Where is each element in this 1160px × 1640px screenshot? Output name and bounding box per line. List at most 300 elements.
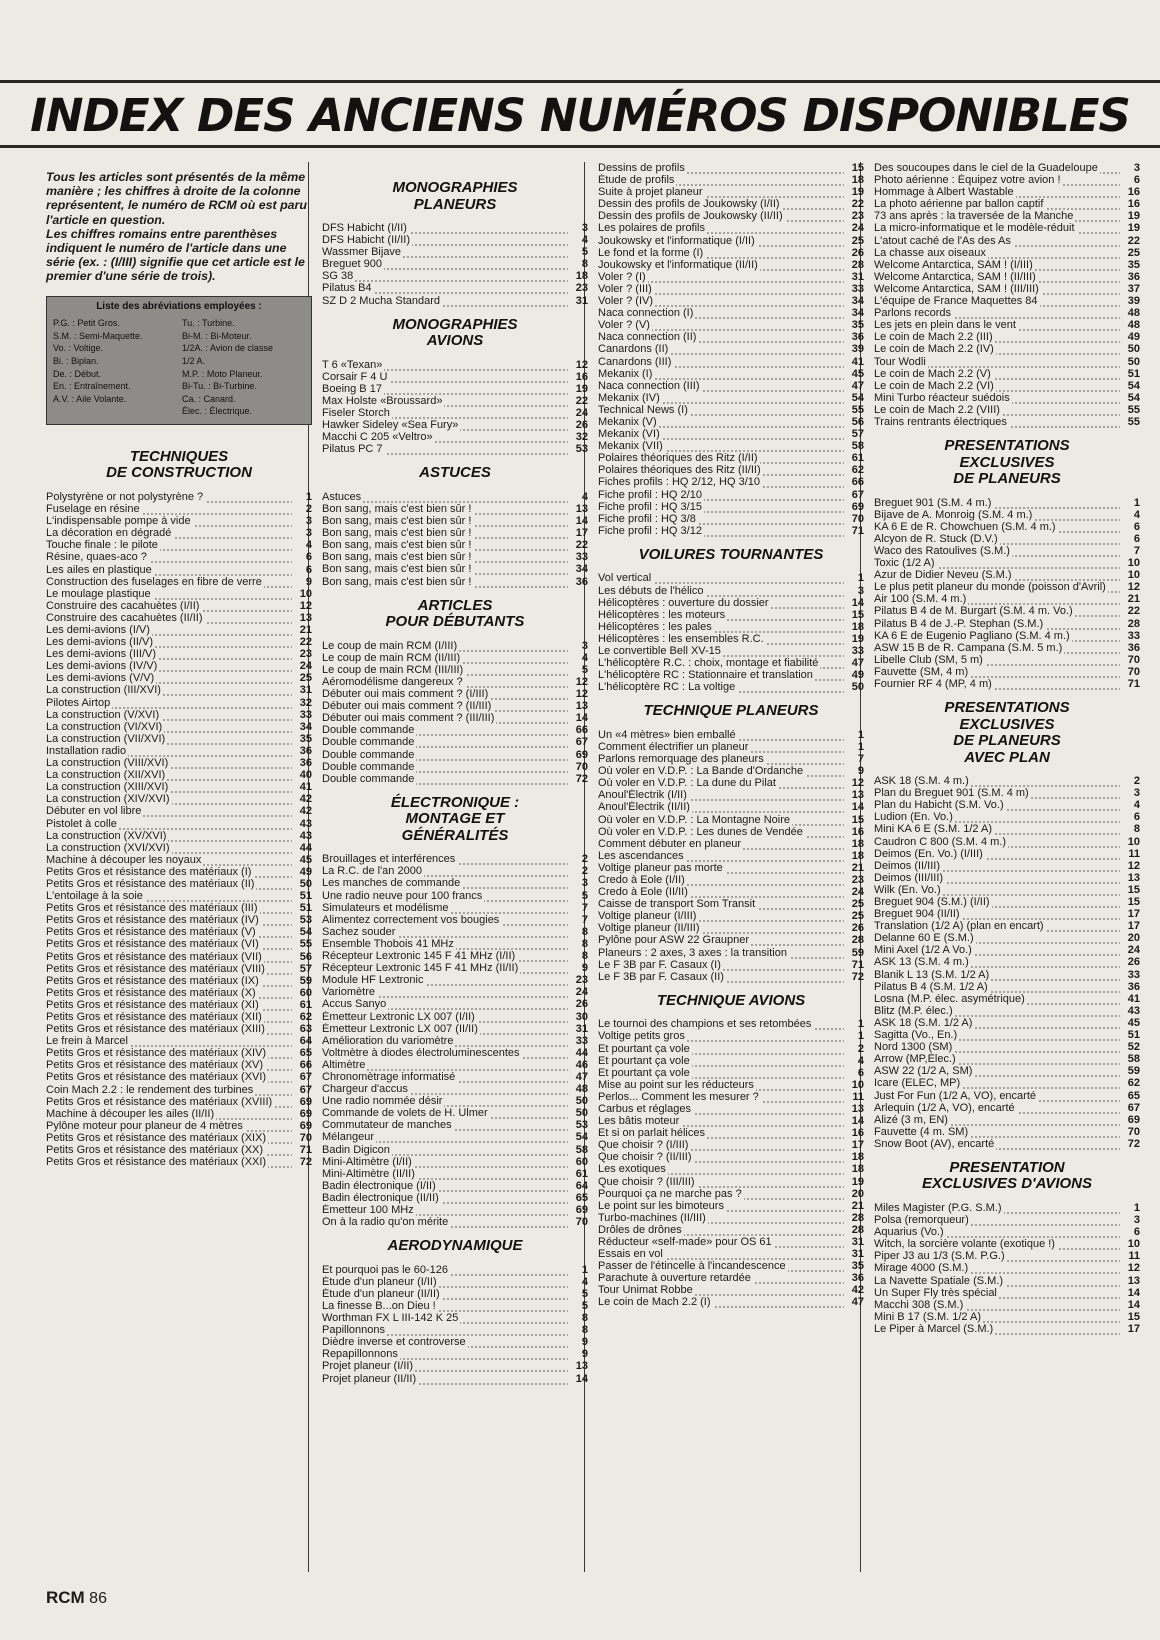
entry-title: Anoul'Électrik (II/II)	[598, 801, 690, 814]
entry-issue-number: 43	[299, 817, 312, 830]
entry-title: Petits Gros et résistance des matériaux (XXI)	[46, 1156, 267, 1169]
index-entry	[874, 618, 1140, 630]
entry-title: Les ascendances	[598, 849, 684, 862]
entry-title: Joukowsky et l'informatique (I/II)	[598, 234, 755, 247]
index-entry	[46, 1132, 312, 1144]
index-entry	[46, 902, 312, 914]
entry-title: Badin électronique (II/II)	[322, 1191, 439, 1204]
entry-title: Badin Digicon	[322, 1143, 390, 1156]
index-entry	[322, 515, 588, 527]
entry-title: Anoul'Électrik (I/II)	[598, 789, 687, 802]
entry-issue-number: 71	[851, 524, 864, 537]
entry-title: Voltige planeur (I/III)	[598, 910, 697, 923]
entry-issue-number: 35	[1127, 258, 1140, 271]
index-entry	[322, 1083, 588, 1095]
entry-title: Bon sang, mais c'est bien sûr !	[322, 575, 472, 588]
entry-title: Breguet 900	[322, 258, 382, 271]
column-sections	[874, 162, 1140, 1335]
entry-issue-number: 18	[851, 837, 864, 850]
entry-title: Le coup de main RCM (III/III)	[322, 663, 464, 676]
entry-title: Mekanix (V)	[598, 415, 657, 428]
index-entry	[598, 1115, 864, 1127]
abbreviation-item: De. : Début.	[53, 368, 102, 379]
entry-title: Suite à projet planeur	[598, 186, 703, 199]
entry-issue-number: 7	[1133, 544, 1140, 557]
index-list	[322, 640, 588, 785]
index-entry	[874, 295, 1140, 307]
index-entry	[598, 476, 864, 488]
section-heading	[874, 700, 1140, 766]
index-entry	[874, 271, 1140, 283]
abbreviation-item: Ca. : Canard.	[182, 393, 236, 404]
index-entry	[874, 198, 1140, 210]
entry-title: Blanik L 13 (S.M. 1/2 A)	[874, 968, 990, 981]
entry-title: Petits Gros et résistance des matériaux (VIII)	[46, 962, 265, 975]
entry-issue-number: 66	[851, 476, 864, 489]
entry-title: Construire des cacahuètes (II/II)	[46, 611, 203, 624]
index-entry	[46, 1071, 312, 1083]
entry-issue-number: 67	[851, 488, 864, 501]
entry-issue-number: 2	[1133, 775, 1140, 788]
entry-issue-number: 10	[1127, 569, 1140, 582]
index-entry	[46, 576, 312, 588]
entry-issue-number: 13	[575, 1360, 588, 1373]
entry-title: Variomètre	[322, 986, 375, 999]
index-entry	[874, 380, 1140, 392]
index-entry	[322, 853, 588, 865]
entry-title: Snow Boot (AV), encarté	[874, 1137, 995, 1150]
section-heading-line: MONOGRAPHIES	[392, 315, 518, 333]
entry-issue-number: 8	[581, 1312, 588, 1325]
entry-issue-number: 55	[1127, 403, 1140, 416]
entry-title: Boeing B 17	[322, 382, 382, 395]
index-entry	[598, 392, 864, 404]
entry-issue-number: 7	[857, 753, 864, 766]
entry-issue-number: 21	[851, 861, 864, 874]
index-entry	[46, 1023, 312, 1035]
index-entry	[46, 672, 312, 684]
entry-title: Ludion (En. Vo.)	[874, 811, 953, 824]
entry-title: Mekanix (VI)	[598, 428, 660, 441]
index-entry	[322, 539, 588, 551]
entry-issue-number: 33	[575, 551, 588, 564]
entry-title: Fiche profil : HQ 2/10	[598, 488, 702, 501]
entry-title: La construction (XIII/XVI)	[46, 781, 169, 794]
entry-issue-number: 28	[851, 1223, 864, 1236]
entry-issue-number: 45	[851, 367, 864, 380]
index-entry	[598, 307, 864, 319]
entry-title: Canardons (II)	[598, 343, 669, 356]
index-entry	[322, 1276, 588, 1288]
entry-title: Module HF Lextronic	[322, 974, 424, 987]
entry-title: La Navette Spatiale (S.M.)	[874, 1274, 1004, 1287]
index-entry	[874, 1287, 1140, 1299]
index-entry	[46, 551, 312, 563]
entry-title: Débuter en vol libre	[46, 805, 142, 818]
section-heading	[322, 465, 588, 482]
entry-issue-number: 22	[1127, 234, 1140, 247]
entry-title: Construction des fuselages en fibre de verre	[46, 575, 262, 588]
entry-issue-number: 59	[299, 974, 312, 987]
entry-title: Arlequin (1/2 A, VO), encarté	[874, 1101, 1015, 1114]
entry-issue-number: 19	[851, 186, 864, 199]
index-entry	[874, 368, 1140, 380]
entry-issue-number: 28	[851, 934, 864, 947]
index-entry	[598, 874, 864, 886]
entry-title: L'hélicoptère RC : La voltige	[598, 681, 736, 694]
entry-issue-number: 12	[1127, 1262, 1140, 1275]
entry-title: Fiche profil : HQ 3/8	[598, 512, 696, 525]
index-entry	[322, 974, 588, 986]
entry-issue-number: 4	[581, 651, 588, 664]
index-entry	[598, 428, 864, 440]
section-heading-line: ASTUCES	[419, 464, 491, 482]
intro-paragraph: Les chiffres romains entre parenthèses indiquent le numéro de l'article dans une série (ex. : (I/III) signifie que cet article est le premier d'une série de trois).	[46, 226, 305, 284]
entry-issue-number: 24	[575, 986, 588, 999]
entry-issue-number: 36	[851, 1272, 864, 1285]
entry-issue-number: 58	[1127, 1053, 1140, 1066]
index-entry	[322, 700, 588, 712]
index-list	[874, 1202, 1140, 1335]
index-entry	[322, 1288, 588, 1300]
entry-issue-number: 11	[1128, 1250, 1140, 1263]
entry-issue-number: 34	[851, 307, 864, 320]
entry-title: Petits Gros et résistance des matériaux (XX)	[46, 1144, 264, 1157]
entry-issue-number: 2	[305, 503, 312, 516]
index-entry	[598, 729, 864, 741]
entry-issue-number: 19	[851, 632, 864, 645]
section-heading	[598, 547, 864, 564]
entry-title: La construction (VII/XVI)	[46, 732, 166, 745]
entry-issue-number: 5	[581, 246, 588, 259]
entry-title: Ensemble Thobois 41 MHz	[322, 937, 454, 950]
entry-issue-number: 50	[575, 1095, 588, 1108]
entry-issue-number: 36	[575, 575, 588, 588]
entry-issue-number: 55	[1127, 415, 1140, 428]
index-entry	[598, 198, 864, 210]
entry-issue-number: 17	[575, 527, 588, 540]
entry-issue-number: 17	[1127, 920, 1140, 933]
index-entry	[322, 865, 588, 877]
entry-issue-number: 26	[851, 246, 864, 259]
entry-title: L'entoilage à la soie	[46, 890, 143, 903]
index-entry	[46, 1047, 312, 1059]
index-entry	[874, 569, 1140, 581]
entry-issue-number: 9	[857, 765, 864, 778]
entry-issue-number: 19	[851, 1175, 864, 1188]
index-entry	[46, 684, 312, 696]
entry-title: L'équipe de France Maquettes 84	[874, 295, 1038, 308]
index-entry	[322, 1348, 588, 1360]
entry-title: Petits Gros et résistance des matériaux (XV)	[46, 1059, 264, 1072]
entry-issue-number: 33	[575, 1034, 588, 1047]
entry-issue-number: 50	[851, 681, 864, 694]
entry-issue-number: 70	[575, 760, 588, 773]
entry-issue-number: 14	[575, 1372, 588, 1385]
index-entry	[46, 830, 312, 842]
entry-issue-number: 8	[1133, 823, 1140, 836]
index-entry	[598, 331, 864, 343]
entry-title: La construction (XVI/XVI)	[46, 841, 170, 854]
abbreviation-item: Bi-Tu. : Bi-Turbine.	[182, 381, 257, 392]
entry-issue-number: 18	[575, 270, 588, 283]
entry-title: Altimètre	[322, 1058, 366, 1071]
entry-title: Corsair F 4 U	[322, 370, 388, 383]
entry-title: Fiseler Storch	[322, 407, 390, 420]
index-entry	[46, 1084, 312, 1096]
index-entry	[598, 356, 864, 368]
entry-issue-number: 34	[851, 295, 864, 308]
entry-title: Astuces	[322, 490, 362, 503]
index-entry	[322, 395, 588, 407]
entry-title: La construction (XIV/XVI)	[46, 793, 170, 806]
index-entry	[598, 669, 864, 681]
index-entry	[874, 1226, 1140, 1238]
index-entry	[598, 1151, 864, 1163]
entry-title: Bon sang, mais c'est bien sûr !	[322, 503, 472, 515]
entry-title: Mini B 17 (S.M. 1/2 A)	[874, 1310, 981, 1323]
entry-title: Deimos (III/III)	[874, 871, 944, 884]
entry-issue-number: 71	[851, 958, 864, 971]
entry-title: Polaires théoriques des Ritz (I/II)	[598, 452, 758, 465]
entry-title: Pistolet à colle	[46, 817, 117, 830]
entry-issue-number: 9	[581, 962, 588, 975]
abbreviation-item: 1/2 A.	[182, 356, 206, 366]
entry-issue-number: 28	[851, 1211, 864, 1224]
entry-issue-number: 14	[1127, 1286, 1140, 1299]
entry-issue-number: 21	[299, 624, 312, 636]
entry-issue-number: 8	[581, 258, 588, 271]
entry-title: Le coin de Mach 2.2 (VI)	[874, 379, 994, 392]
entry-title: SZ D 2 Mucha Standard	[322, 294, 441, 307]
entry-title: La construction (III/XVI)	[46, 684, 161, 697]
index-entry	[322, 938, 588, 950]
entry-title: Welcome Antarctica, SAM ! (III/III)	[874, 282, 1039, 295]
section-heading	[322, 180, 588, 213]
entry-issue-number: 36	[1127, 641, 1140, 654]
entry-title: Petits Gros et résistance des matériaux (VI)	[46, 938, 259, 951]
entry-issue-number: 39	[1127, 295, 1140, 308]
entry-title: Max Holste «Broussard»	[322, 394, 443, 407]
entry-issue-number: 60	[575, 1155, 588, 1168]
entry-issue-number: 36	[299, 757, 312, 770]
entry-issue-number: 1	[857, 728, 864, 741]
index-entry	[598, 440, 864, 452]
index-entry	[322, 222, 588, 234]
entry-title: Azur de Didier Neveu (S.M.)	[874, 569, 1012, 582]
entry-title: Les demi-avions (II/V)	[46, 636, 153, 649]
entry-title: Débuter oui mais comment ? (III/III)	[322, 712, 495, 725]
entry-title: On à la radio qu'on mérite	[322, 1216, 449, 1229]
entry-title: Que choisir ? (I/III)	[598, 1139, 689, 1152]
entry-title: Bon sang, mais c'est bien sûr !	[322, 551, 472, 564]
index-entry	[874, 593, 1140, 605]
entry-issue-number: 47	[851, 1296, 864, 1309]
entry-title: Comment débuter en planeur	[598, 837, 742, 850]
index-entry	[322, 676, 588, 688]
index-entry	[46, 866, 312, 878]
entry-title: Macchi C 205 «Veltro»	[322, 431, 433, 444]
entry-title: Amélioration du variomètre	[322, 1034, 454, 1047]
section-heading	[598, 993, 864, 1010]
entry-issue-number: 9	[305, 575, 312, 588]
entry-issue-number: 3	[581, 222, 588, 234]
index-entry	[322, 998, 588, 1010]
entry-title: Bon sang, mais c'est bien sûr !	[322, 563, 472, 576]
entry-title: Libelle Club (SM, 5 m)	[874, 653, 983, 666]
index-entry	[598, 343, 864, 355]
entry-issue-number: 31	[575, 1022, 588, 1035]
index-entry	[46, 527, 312, 539]
entry-issue-number: 17	[1127, 908, 1140, 921]
index-entry	[874, 799, 1140, 811]
entry-title: Toxic (1/2 A)	[874, 557, 935, 570]
entry-issue-number: 15	[1127, 883, 1140, 896]
entry-title: Les demi-avions (III/V)	[46, 648, 157, 661]
index-entry	[874, 1202, 1140, 1214]
entry-issue-number: 26	[851, 922, 864, 935]
entry-issue-number: 2	[581, 853, 588, 866]
entry-issue-number: 3	[581, 639, 588, 652]
entry-title: Voltige petits gros	[598, 1030, 685, 1043]
entry-issue-number: 31	[575, 294, 588, 307]
entry-issue-number: 22	[851, 198, 864, 211]
index-entry	[322, 902, 588, 914]
entry-issue-number: 39	[851, 343, 864, 356]
index-entry	[874, 848, 1140, 860]
entry-issue-number: 35	[851, 1260, 864, 1273]
index-entry	[322, 563, 588, 575]
index-entry	[874, 1114, 1140, 1126]
index-list	[874, 497, 1140, 691]
index-entry	[322, 1107, 588, 1119]
index-entry	[322, 1119, 588, 1131]
entry-title: Pilotes Airtop	[46, 696, 111, 709]
index-entry	[46, 648, 312, 660]
entry-title: Machine à découper les ailes (II/II)	[46, 1107, 215, 1120]
index-entry	[46, 878, 312, 890]
index-entry	[46, 1011, 312, 1023]
entry-title: Petits Gros et résistance des matériaux (II)	[46, 877, 255, 890]
entry-title: Trains rentrants électriques	[874, 415, 1007, 428]
index-list	[598, 729, 864, 983]
index-entry	[598, 597, 864, 609]
entry-issue-number: 12	[1127, 859, 1140, 872]
entry-issue-number: 48	[1127, 319, 1140, 332]
entry-title: Pilatus B 4 de M. Burgart (S.M. 4 m. Vo.)	[874, 605, 1073, 618]
entry-issue-number: 19	[1127, 222, 1140, 235]
entry-title: Débuter oui mais comment ? (II/III)	[322, 700, 492, 713]
index-entry	[46, 793, 312, 805]
index-entry	[598, 259, 864, 271]
index-entry	[874, 509, 1140, 521]
entry-title: Technical News (I)	[598, 403, 688, 416]
index-entry	[598, 235, 864, 247]
entry-title: Wassmer Bijave	[322, 246, 402, 259]
index-entry	[322, 1011, 588, 1023]
entry-issue-number: 54	[299, 926, 312, 939]
entry-title: ASK 18 (S.M. 1/2 A)	[874, 1016, 973, 1029]
entry-issue-number: 21	[1127, 593, 1140, 606]
entry-issue-number: 33	[1127, 629, 1140, 642]
index-entry	[46, 818, 312, 830]
entry-title: La chasse aux oiseaux	[874, 246, 986, 259]
index-entry	[46, 1096, 312, 1108]
entry-title: La micro-informatique et le modèle-réduit	[874, 222, 1075, 235]
index-entry	[598, 934, 864, 946]
entry-title: Où voler en V.D.P. : Les dunes de Vendée	[598, 825, 803, 838]
entry-issue-number: 53	[575, 443, 588, 456]
entry-issue-number: 43	[299, 829, 312, 842]
entry-issue-number: 50	[299, 877, 312, 890]
entry-issue-number: 10	[299, 587, 312, 600]
column-sections	[46, 449, 312, 1168]
entry-issue-number: 62	[1127, 1077, 1140, 1090]
entry-issue-number: 6	[1133, 1226, 1140, 1239]
entry-issue-number: 59	[851, 946, 864, 959]
entry-issue-number: 23	[851, 210, 864, 223]
entry-issue-number: 42	[299, 805, 312, 818]
entry-issue-number: 10	[1127, 1238, 1140, 1251]
entry-title: Les demi-avions (IV/V)	[46, 660, 158, 673]
entry-title: Voler ? (III)	[598, 282, 652, 295]
entry-title: Petits Gros et résistance des matériaux (XII)	[46, 1011, 262, 1023]
entry-title: Tour Unimat Robbe	[598, 1284, 693, 1297]
entry-title: La décoration en dégradé	[46, 527, 172, 540]
index-entry	[322, 1156, 588, 1168]
entry-title: Où voler en V.D.P. : La Bande d'Ordanche	[598, 765, 804, 778]
entry-title: ASK 13 (S.M. 4 m.)	[874, 956, 969, 969]
entry-issue-number: 9	[581, 1336, 588, 1349]
entry-title: Voler ? (I)	[598, 270, 646, 283]
index-entry	[874, 908, 1140, 920]
index-entry	[46, 914, 312, 926]
entry-issue-number: 10	[851, 1078, 864, 1091]
entry-title: Commutateur de manches	[322, 1119, 452, 1132]
index-entry	[598, 789, 864, 801]
entry-issue-number: 13	[1127, 1274, 1140, 1287]
entry-issue-number: 13	[575, 700, 588, 713]
column-1	[46, 170, 312, 1168]
entry-title: Bon sang, mais c'est bien sûr !	[322, 527, 472, 540]
entry-title: Hélicoptères : les ensembles R.C.	[598, 632, 764, 645]
index-entry	[874, 1138, 1140, 1150]
entry-issue-number: 53	[575, 1119, 588, 1132]
entry-issue-number: 3	[1133, 1214, 1140, 1227]
section-heading-line: ÉLECTRONIQUE :	[390, 793, 520, 811]
entry-title: Nord 1300 (SM)	[874, 1041, 953, 1054]
section-heading	[322, 1238, 588, 1255]
entry-title: Le coin de Mach 2.2 (V)	[874, 367, 991, 380]
entry-title: 73 ans après : la traversée de la Manche	[874, 210, 1074, 223]
abbreviation-item: P.G. : Petit Gros.	[53, 318, 120, 329]
index-entry	[598, 1018, 864, 1030]
entry-issue-number: 8	[581, 925, 588, 938]
entry-title: Air 100 (S.M. 4 m.)	[874, 593, 967, 606]
entry-title: Le coin de Mach 2.2 (I)	[598, 1296, 711, 1309]
entry-title: Fiches profils : HQ 2/12, HQ 3/10	[598, 476, 761, 489]
entry-title: Où voler en V.D.P. : La Montagne Noire	[598, 813, 791, 826]
index-entry	[874, 521, 1140, 533]
entry-issue-number: 24	[299, 660, 312, 673]
entry-title: Photo aérienne : Équipez votre avion !	[874, 174, 1061, 187]
section-heading-line: GÉNÉRALITÉS	[401, 826, 509, 844]
entry-issue-number: 66	[575, 724, 588, 737]
entry-issue-number: 6	[1133, 520, 1140, 533]
entry-title: Le plus petit planeur du monde (poisson d'Avril)	[874, 581, 1106, 594]
entry-title: Mélangeur	[322, 1131, 374, 1144]
entry-title: Une radio nommée désir	[322, 1095, 443, 1108]
